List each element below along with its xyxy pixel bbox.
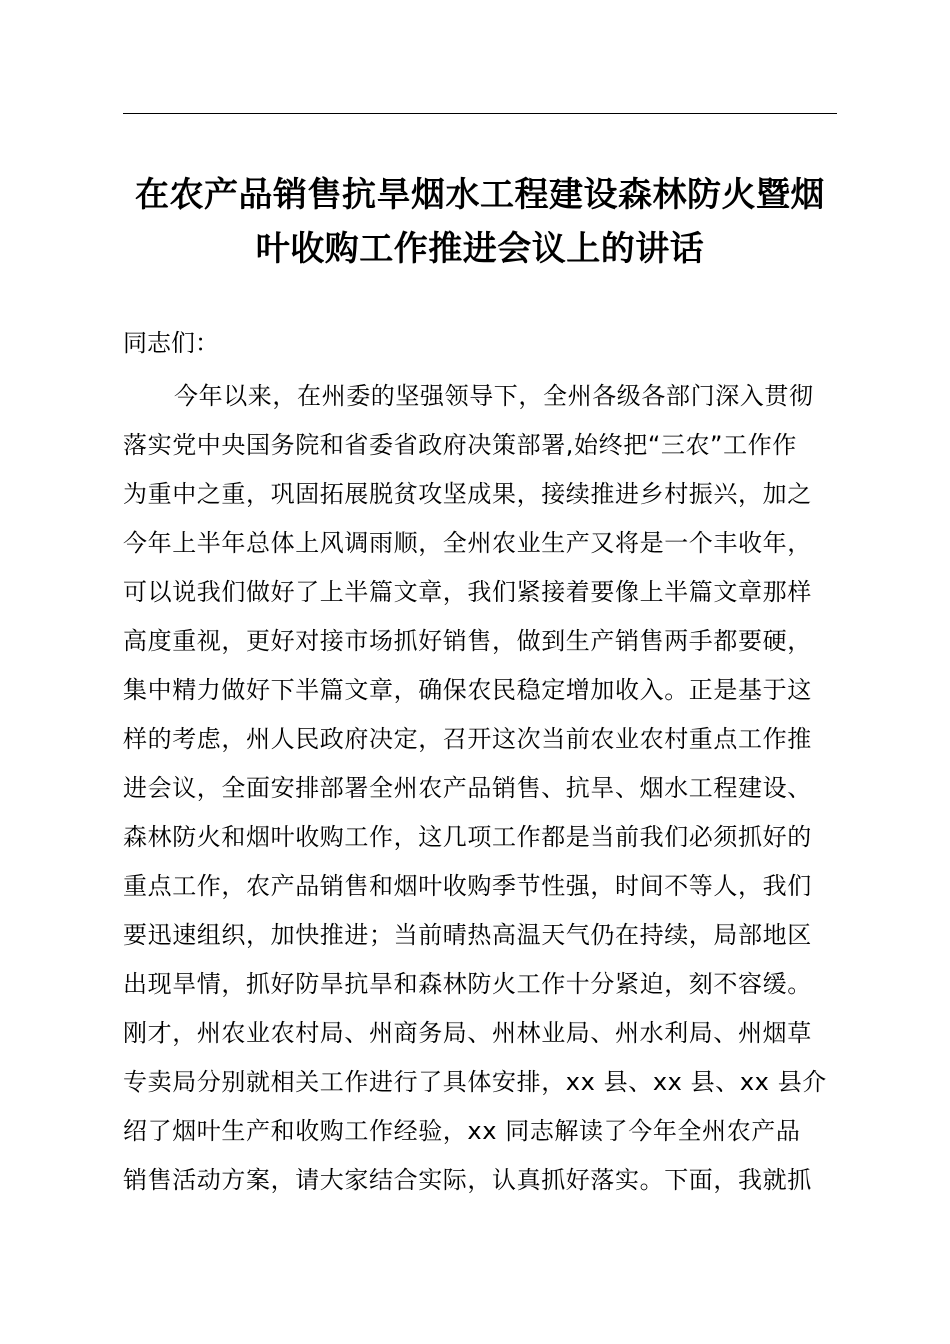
body-paragraph bbox=[123, 372, 843, 1205]
body-line: 重点工作，农产品销售和烟叶收购季节性强，时间不等人，我们 bbox=[123, 872, 812, 900]
body-line: 绍了烟叶生产和收购工作经验，xx 同志解读了今年全州农产品 bbox=[123, 1117, 801, 1145]
body-line: 样的考虑，州人民政府决定，召开这次当前农业农村重点工作推 bbox=[123, 725, 812, 753]
salutation: 同志们： bbox=[123, 329, 219, 357]
body-line: 森林防火和烟叶收购工作，这几项工作都是当前我们必须抓好的 bbox=[123, 823, 812, 851]
document-title bbox=[110, 168, 850, 276]
title-line: 在农产品销售抗旱烟水工程建设森林防火暨烟 bbox=[135, 175, 825, 215]
body-line: 集中精力做好下半篇文章，确保农民稳定增加收入。正是基于这 bbox=[123, 676, 812, 704]
title-line: 叶收购工作推进会议上的讲话 bbox=[255, 229, 705, 269]
body-line: 要迅速组织，加快推进；当前晴热高温天气仍在持续，局部地区 bbox=[123, 921, 812, 949]
body-line: 销售活动方案，请大家结合实际，认真抓好落实。下面，我就抓 bbox=[123, 1166, 812, 1194]
body-line: 可以说我们做好了上半篇文章，我们紧接着要像上半篇文章那样 bbox=[123, 578, 812, 606]
body-line: 今年上半年总体上风调雨顺，全州农业生产又将是一个丰收年， bbox=[123, 529, 812, 557]
body-line: 专卖局分别就相关工作进行了具体安排，xx 县、xx 县、xx 县介 bbox=[123, 1068, 827, 1096]
header-rule bbox=[123, 113, 837, 114]
body-line: 今年以来，在州委的坚强领导下，全州各级各部门深入贯彻 bbox=[174, 382, 814, 410]
body-line: 为重中之重，巩固拓展脱贫攻坚成果，接续推进乡村振兴，加之 bbox=[123, 480, 812, 508]
body-line: 进会议，全面安排部署全州农产品销售、抗旱、烟水工程建设、 bbox=[123, 774, 812, 802]
body-line: 刚才，州农业农村局、州商务局、州林业局、州水利局、州烟草 bbox=[123, 1019, 812, 1047]
body-line: 出现旱情，抓好防旱抗旱和森林防火工作十分紧迫，刻不容缓。 bbox=[123, 970, 812, 998]
body-line: 落实党中央国务院和省委省政府决策部署,始终把“三农”工作作 bbox=[123, 431, 797, 459]
body-line: 高度重视，更好对接市场抓好销售，做到生产销售两手都要硬， bbox=[123, 627, 812, 655]
